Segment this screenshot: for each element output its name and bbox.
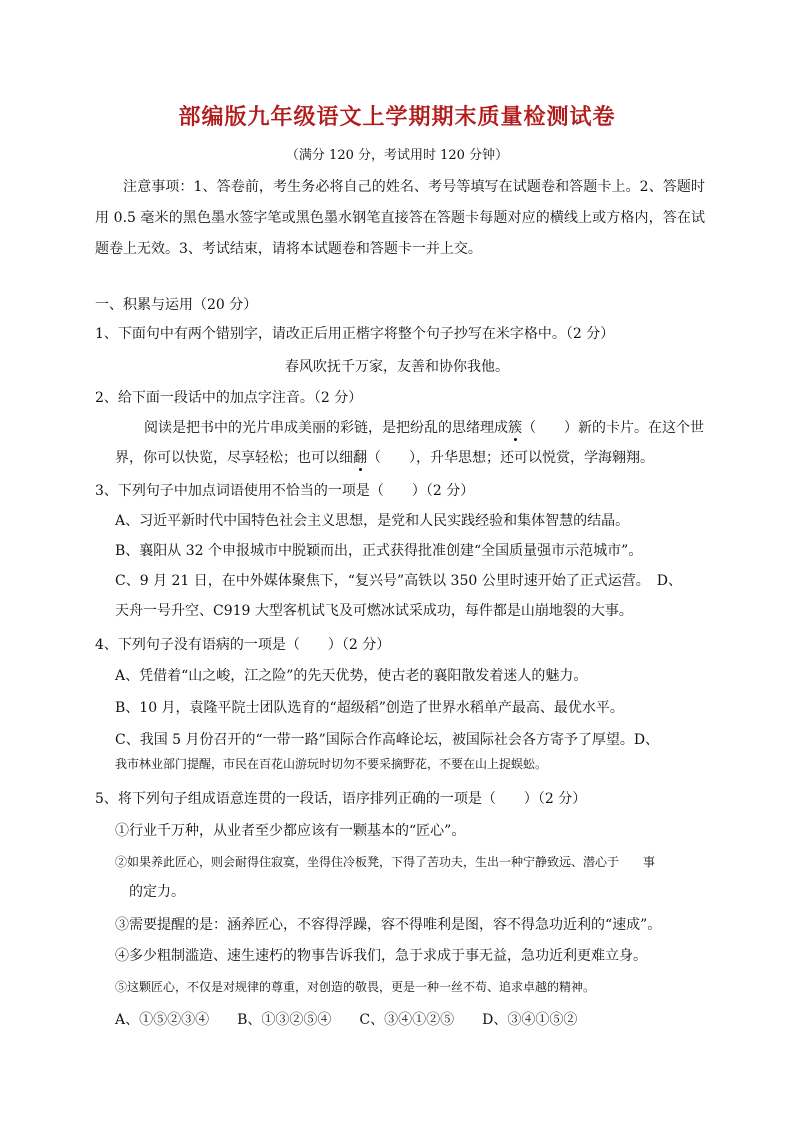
question-3-option-d: 天舟一号升空、C919 大型客机试飞及可燃冰试采成功，每件都是山崩地裂的大事。 (115, 603, 633, 619)
question-2-passage-line-2 (115, 447, 654, 467)
question-3-stem: 3、下列句子中加点词语使用不恰当的一项是（ ）（2 分） (95, 483, 475, 499)
passage-text: 界，你可以快览，尽享轻松；也可以细 (115, 450, 353, 466)
question-1-stem: 1、下面句中有两个错别字，请改正后用正楷字将整个句子抄写在米字格中。（2 分） (95, 326, 615, 342)
question-3-option-b: B、襄阳从 32 个申报城市中脱颖而出，正式获得批准创建“全国质量强市示范城市”。 (115, 543, 643, 559)
question-5-sentence-2-cont: 的定力。 (129, 884, 185, 900)
dotted-char: 簇 (508, 417, 522, 437)
passage-text: （ ），升华思想；还可以悦赏，学海翱翔。 (367, 450, 654, 466)
section-heading: 一、积累与运用（20 分） (95, 297, 258, 313)
question-5-sentence-2: ②如果养此匠心，则会耐得住寂寞，坐得住冷板凳，下得了苦功夫，生出一种宁静致远、潜心于 事 (115, 855, 656, 869)
page-title: 部编版九年级语文上学期期末质量检测试卷 (178, 105, 616, 130)
passage-text: 阅读是把书中的光片串成美丽的彩链，是把纷乱的思绪理成 (144, 420, 508, 436)
question-3-option-c: C、9 月 21 日，在中外媒体聚焦下，“复兴号”高铁以 350 公里时速开始了正式运营。 D、 (115, 573, 682, 589)
question-4-option-d: 我市林业部门提醒，市民在百花山游玩时切勿不要采摘野花，不要在山上捉蜈蚣。 (115, 757, 548, 771)
passage-text: （ ）新的卡片。在这个世 (522, 420, 704, 436)
question-5-stem: 5、将下列句子组成语意连贯的一段话，语序排列正确的一项是（ ）（2 分） (95, 791, 587, 807)
question-3-option-a: A、习近平新时代中国特色社会主义思想，是党和人民实践经验和集体智慧的结晶。 (115, 513, 630, 529)
question-2-stem: 2、给下面一段话中的加点字注音。（2 分） (95, 390, 363, 406)
question-4-option-b: B、10 月，袁隆平院士团队选育的“超级稻”创造了世界水稻单产最高、最优水平。 (115, 700, 624, 716)
exam-notice: 注意事项：1、答卷前，考生务必将自己的姓名、考号等填写在试题卷和答题卡上。2、答题时用 0.5 毫米的黑色墨水签字笔或黑色墨水钢笔直接答在答题卡每题对应的横线上或方格内，答在试题卷上无效。3、考试结束，请将本试题卷和答题卡一并上交。 (95, 179, 705, 257)
question-5-sentence-1: ①行业千万种，从业者至少都应该有一颗基本的“匠心”。 (115, 823, 466, 839)
question-1-sentence: 春风吹抚千万家，友善和协你我他。 (285, 359, 509, 375)
dotted-char: 翻 (353, 447, 367, 467)
exam-subtitle: （满分 120 分，考试用时 120 分钟） (285, 148, 509, 163)
question-4-option-a: A、凭借着“山之峻，江之险”的先天优势，使古老的襄阳散发着迷人的魅力。 (115, 668, 588, 684)
question-5-sentence-5: ⑤这颗匠心，不仅是对规律的尊重，对创造的敬畏，更是一种一丝不苟、追求卓越的精神。 (115, 980, 596, 994)
question-5-options: A、①⑤②③④ B、①③②⑤④ C、③④①②⑤ D、③④①⑤② (115, 1012, 578, 1028)
question-4-option-c: C、我国 5 月份召开的“一带一路”国际合作高峰论坛，被国际社会各方寄予了厚望。D、 (115, 732, 660, 748)
question-4-stem: 4、下列句子没有语病的一项是（ ）（2 分） (95, 637, 391, 653)
question-5-sentence-3: ③需要提醒的是：涵养匠心，不容得浮躁，容不得唯利是图，容不得急功近利的“速成”。 (115, 917, 662, 933)
question-2-passage-line-1 (144, 417, 704, 437)
question-5-sentence-4: ④多少粗制滥造、速生速朽的物事告诉我们，急于求成于事无益，急功近利更难立身。 (115, 948, 647, 964)
